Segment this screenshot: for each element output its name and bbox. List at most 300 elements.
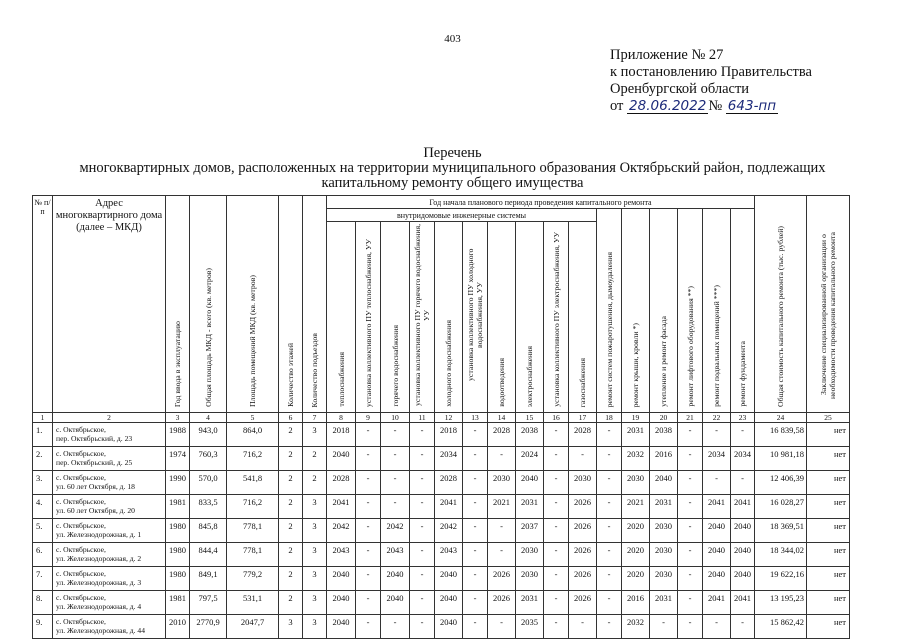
column-numbers-row: [33, 413, 850, 423]
header-cold-water: холодного водоснабжения: [435, 222, 463, 413]
header-electricity-pu: установка коллективного ПУ электроснабжения, УУ: [544, 222, 569, 413]
table-row: [33, 567, 850, 591]
cell-c11: -: [410, 615, 435, 639]
header-year-built: Год ввода в эксплуатацию: [166, 196, 190, 413]
cell-total: 833,5: [190, 495, 227, 519]
cell-c12: 2040: [435, 567, 463, 591]
cell-c18: -: [597, 423, 622, 447]
cell-c21: -: [678, 519, 703, 543]
table-row: [33, 591, 850, 615]
cell-c16: -: [544, 591, 569, 615]
cell-cost: 18 369,51: [755, 519, 807, 543]
header-premises-area: Площадь помещений МКД (кв. метров): [227, 196, 279, 413]
cell-c22: -: [703, 615, 731, 639]
cell-floors: 2: [279, 495, 303, 519]
cell-c15: 2031: [516, 591, 544, 615]
column-number: 3: [166, 413, 190, 423]
cell-c10: 2042: [381, 519, 410, 543]
header-hot-water-pu: установка коллективного ПУ горячего водоснабжения, УУ: [410, 222, 435, 413]
cell-c18: -: [597, 447, 622, 471]
cell-c19: 2021: [622, 495, 650, 519]
cell-c8: 2028: [327, 471, 356, 495]
cell-c21: -: [678, 495, 703, 519]
header-electricity: электроснабжения: [516, 222, 544, 413]
cell-c12: 2028: [435, 471, 463, 495]
cell-c14: 2028: [488, 423, 516, 447]
cell-total: 570,0: [190, 471, 227, 495]
cell-c21: -: [678, 423, 703, 447]
cell-c22: -: [703, 471, 731, 495]
cell-c10: -: [381, 471, 410, 495]
cell-c18: -: [597, 519, 622, 543]
cell-c8: 2040: [327, 447, 356, 471]
cell-c9: -: [356, 567, 381, 591]
cell-c22: -: [703, 423, 731, 447]
cell-c13: -: [463, 495, 488, 519]
cell-c13: -: [463, 423, 488, 447]
row-number: 1.: [33, 423, 53, 447]
title-line-3: капитальному ремонту общего имущества: [321, 175, 584, 191]
cell-c19: 2016: [622, 591, 650, 615]
cell-c9: -: [356, 423, 381, 447]
table-row: [33, 495, 850, 519]
cell-c23: -: [731, 423, 755, 447]
cell-c15: 2040: [516, 471, 544, 495]
cell-c12: 2034: [435, 447, 463, 471]
address-line: с. Октябрьское,: [56, 593, 106, 602]
cell-c8: 2040: [327, 591, 356, 615]
cell-prem: 778,1: [227, 519, 279, 543]
cell-c23: -: [731, 471, 755, 495]
cell-c10: -: [381, 447, 410, 471]
cell-c13: -: [463, 471, 488, 495]
row-address: [53, 615, 166, 639]
cell-c13: -: [463, 615, 488, 639]
cell-c20: 2038: [650, 423, 678, 447]
column-number: 24: [755, 413, 807, 423]
cell-total: 844,4: [190, 543, 227, 567]
cell-c22: 2041: [703, 591, 731, 615]
address-line: ул. Железнодорожная, д. 44: [56, 626, 146, 635]
cell-concl: нет: [807, 423, 850, 447]
cell-ent: 3: [303, 591, 327, 615]
appendix-number: 643-пп: [727, 98, 777, 114]
cell-year: 1974: [166, 447, 190, 471]
cell-c13: -: [463, 567, 488, 591]
address-line: с. Октябрьское,: [56, 569, 106, 578]
cell-c21: -: [678, 615, 703, 639]
cell-c16: -: [544, 615, 569, 639]
row-number: 8.: [33, 591, 53, 615]
header-total-area: Общая площадь МКД - всего (кв. метров): [190, 196, 227, 413]
cell-floors: 2: [279, 567, 303, 591]
cell-c16: -: [544, 495, 569, 519]
header-group-engineering: внутридомовые инженерные системы: [327, 209, 597, 222]
cell-c19: 2031: [622, 423, 650, 447]
cell-cost: 16 839,58: [755, 423, 807, 447]
cell-c17: 2030: [569, 471, 597, 495]
row-address: [53, 447, 166, 471]
cell-c16: -: [544, 471, 569, 495]
appendix-line-1: Приложение № 27: [610, 47, 724, 63]
address-line: с. Октябрьское,: [56, 425, 106, 434]
cell-c10: 2040: [381, 567, 410, 591]
appendix-no-sign: №: [708, 98, 723, 114]
cell-c8: 2040: [327, 615, 356, 639]
cell-c10: -: [381, 423, 410, 447]
cell-c23: -: [731, 615, 755, 639]
cell-c22: 2040: [703, 519, 731, 543]
cell-c10: -: [381, 615, 410, 639]
table-row: [33, 543, 850, 567]
cell-ent: 2: [303, 447, 327, 471]
column-number: 17: [569, 413, 597, 423]
table-row: [33, 423, 850, 447]
header-no: № п/п: [33, 196, 53, 413]
row-number: 9.: [33, 615, 53, 639]
row-address: [53, 567, 166, 591]
row-number: 2.: [33, 447, 53, 471]
column-number: 8: [327, 413, 356, 423]
cell-c20: 2031: [650, 591, 678, 615]
address-line: с. Октябрьское,: [56, 545, 106, 554]
cell-c16: -: [544, 423, 569, 447]
cell-c10: 2040: [381, 591, 410, 615]
header-drainage: водоотведения: [488, 222, 516, 413]
cell-c23: 2041: [731, 495, 755, 519]
cell-c17: 2026: [569, 567, 597, 591]
cell-year: 1980: [166, 519, 190, 543]
column-number: 10: [381, 413, 410, 423]
cell-cost: 16 028,27: [755, 495, 807, 519]
cell-c12: 2042: [435, 519, 463, 543]
column-number: 4: [190, 413, 227, 423]
cell-prem: 2047,7: [227, 615, 279, 639]
cell-c20: 2030: [650, 567, 678, 591]
header-conclusion: Заключение специализированной организации о необходимости проведения капитального ремонта: [807, 196, 850, 413]
cell-c15: 2037: [516, 519, 544, 543]
cell-c20: 2030: [650, 543, 678, 567]
header-total-cost: Общая стоимость капитального ремонта (тыс. рублей): [755, 196, 807, 413]
header-foundation: ремонт фундамента: [731, 209, 755, 413]
address-line: с. Октябрьское,: [56, 617, 106, 626]
column-number: 16: [544, 413, 569, 423]
cell-c15: 2030: [516, 543, 544, 567]
address-line: с. Октябрьское,: [56, 497, 106, 506]
cell-c15: 2038: [516, 423, 544, 447]
cell-c21: -: [678, 567, 703, 591]
cell-prem: 531,1: [227, 591, 279, 615]
header-address: Адрес многоквартирного дома (далее – МКД): [53, 196, 166, 413]
table-row: [33, 519, 850, 543]
column-number: 14: [488, 413, 516, 423]
cell-c11: -: [410, 591, 435, 615]
row-address: [53, 543, 166, 567]
cell-c11: -: [410, 471, 435, 495]
column-number: 2: [53, 413, 166, 423]
cell-c17: 2026: [569, 519, 597, 543]
cell-c14: -: [488, 543, 516, 567]
cell-c10: 2043: [381, 543, 410, 567]
cell-floors: 2: [279, 543, 303, 567]
address-line: с. Октябрьское,: [56, 521, 106, 530]
header-entrances: Количество подъездов: [303, 196, 327, 413]
header-hot-water: горячего водоснабжения: [381, 222, 410, 413]
address-line: ул. Железнодорожная, д. 3: [56, 578, 142, 587]
title-line-1: Перечень: [423, 145, 482, 161]
cell-ent: 3: [303, 543, 327, 567]
cell-prem: 779,2: [227, 567, 279, 591]
cell-floors: 2: [279, 447, 303, 471]
column-number: 23: [731, 413, 755, 423]
cell-c12: 2018: [435, 423, 463, 447]
cell-c9: -: [356, 615, 381, 639]
header-cold-water-pu: установка коллективного ПУ холодного водоснабжения, УУ: [463, 222, 488, 413]
cell-c12: 2043: [435, 543, 463, 567]
header-elevator: ремонт лифтового оборудования **): [678, 209, 703, 413]
cell-prem: 716,2: [227, 495, 279, 519]
header-roof: ремонт крыши, кровли *): [622, 209, 650, 413]
column-number: 6: [279, 413, 303, 423]
cell-year: 1981: [166, 495, 190, 519]
cell-c11: -: [410, 567, 435, 591]
address-line: ул. 60 лет Октября, д. 18: [56, 482, 135, 491]
column-number: 20: [650, 413, 678, 423]
cell-floors: 2: [279, 423, 303, 447]
cell-c18: -: [597, 615, 622, 639]
cell-c19: 2020: [622, 543, 650, 567]
column-number: 9: [356, 413, 381, 423]
cell-c18: -: [597, 495, 622, 519]
table-body: [33, 423, 850, 639]
cell-c21: -: [678, 543, 703, 567]
cell-concl: нет: [807, 447, 850, 471]
cell-c17: 2026: [569, 543, 597, 567]
cell-c12: 2040: [435, 615, 463, 639]
column-number: 13: [463, 413, 488, 423]
row-address: [53, 519, 166, 543]
cell-year: 1990: [166, 471, 190, 495]
cell-floors: 2: [279, 591, 303, 615]
cell-concl: нет: [807, 471, 850, 495]
column-number: 25: [807, 413, 850, 423]
header-heating: теплоснабжения: [327, 222, 356, 413]
row-address: [53, 471, 166, 495]
row-number: 3.: [33, 471, 53, 495]
cell-c21: -: [678, 447, 703, 471]
cell-c8: 2041: [327, 495, 356, 519]
table-row: [33, 615, 850, 639]
cell-total: 2770,9: [190, 615, 227, 639]
cell-c23: 2034: [731, 447, 755, 471]
appendix-line-4: [610, 98, 812, 115]
cell-year: 1981: [166, 591, 190, 615]
cell-concl: нет: [807, 543, 850, 567]
cell-c13: -: [463, 519, 488, 543]
address-line: ул. 60 лет Октября, д. 20: [56, 506, 135, 515]
column-number: 21: [678, 413, 703, 423]
cell-c18: -: [597, 543, 622, 567]
appendix-line-2: к постановлению Правительства: [610, 64, 812, 80]
cell-ent: 3: [303, 519, 327, 543]
cell-c9: -: [356, 495, 381, 519]
cell-concl: нет: [807, 591, 850, 615]
cell-total: 943,0: [190, 423, 227, 447]
cell-total: 760,3: [190, 447, 227, 471]
cell-concl: нет: [807, 615, 850, 639]
cell-cost: 15 862,42: [755, 615, 807, 639]
cell-c17: 2026: [569, 591, 597, 615]
cell-ent: 3: [303, 423, 327, 447]
cell-c14: -: [488, 447, 516, 471]
row-address: [53, 591, 166, 615]
cell-c19: 2020: [622, 567, 650, 591]
cell-c14: 2030: [488, 471, 516, 495]
cell-c23: 2040: [731, 567, 755, 591]
cell-year: 1980: [166, 567, 190, 591]
cell-year: 2010: [166, 615, 190, 639]
cell-c8: 2042: [327, 519, 356, 543]
cell-ent: 2: [303, 471, 327, 495]
cell-c20: 2040: [650, 471, 678, 495]
cell-c17: -: [569, 615, 597, 639]
cell-c15: 2024: [516, 447, 544, 471]
row-address: [53, 495, 166, 519]
cell-c9: -: [356, 591, 381, 615]
cell-total: 845,8: [190, 519, 227, 543]
header-basement: ремонт подвальных помещений ***): [703, 209, 731, 413]
cell-ent: 3: [303, 615, 327, 639]
cell-floors: 2: [279, 471, 303, 495]
cell-total: 797,5: [190, 591, 227, 615]
cell-ent: 3: [303, 495, 327, 519]
address-line: с. Октябрьское,: [56, 449, 106, 458]
row-number: 7.: [33, 567, 53, 591]
cell-c19: 2030: [622, 471, 650, 495]
cell-ent: 3: [303, 567, 327, 591]
cell-cost: 12 406,39: [755, 471, 807, 495]
address-line: пер. Октябрьский, д. 23: [56, 434, 133, 443]
cell-c20: 2031: [650, 495, 678, 519]
cell-c14: 2026: [488, 591, 516, 615]
column-number: 12: [435, 413, 463, 423]
cell-c14: -: [488, 615, 516, 639]
cell-prem: 716,2: [227, 447, 279, 471]
column-number: 18: [597, 413, 622, 423]
cell-prem: 864,0: [227, 423, 279, 447]
cell-cost: 18 344,02: [755, 543, 807, 567]
cell-c8: 2018: [327, 423, 356, 447]
cell-concl: нет: [807, 519, 850, 543]
column-number: 7: [303, 413, 327, 423]
column-number: 11: [410, 413, 435, 423]
cell-c20: 2030: [650, 519, 678, 543]
cell-c13: -: [463, 591, 488, 615]
table-row: [33, 447, 850, 471]
header-floors: Количество этажей: [279, 196, 303, 413]
header-fire-systems: ремонт систем пожаротушения, дымоудаления: [597, 209, 622, 413]
row-number: 5.: [33, 519, 53, 543]
title-line-2: многоквартирных домов, расположенных на территории муниципального образования Октябрьский район, подлежащих: [79, 160, 826, 176]
cell-c15: 2030: [516, 567, 544, 591]
row-address: [53, 423, 166, 447]
address-line: ул. Железнодорожная, д. 4: [56, 602, 142, 611]
address-line: ул. Железнодорожная, д. 1: [56, 530, 142, 539]
cell-prem: 541,8: [227, 471, 279, 495]
cell-c19: 2032: [622, 447, 650, 471]
cell-c9: -: [356, 543, 381, 567]
cell-floors: 3: [279, 615, 303, 639]
houses-table: [32, 195, 850, 639]
header-gas: газоснабжения: [569, 222, 597, 413]
cell-c16: -: [544, 519, 569, 543]
page-number: 403: [444, 33, 461, 45]
cell-c14: 2026: [488, 567, 516, 591]
appendix-line-3: Оренбургской области: [610, 81, 750, 97]
cell-c9: -: [356, 519, 381, 543]
cell-c16: -: [544, 567, 569, 591]
column-number: 5: [227, 413, 279, 423]
cell-c13: -: [463, 447, 488, 471]
cell-c23: 2041: [731, 591, 755, 615]
cell-c14: -: [488, 519, 516, 543]
cell-c15: 2031: [516, 495, 544, 519]
cell-c22: 2040: [703, 567, 731, 591]
address-line: с. Октябрьское,: [56, 473, 106, 482]
cell-c15: 2035: [516, 615, 544, 639]
column-number: 1: [33, 413, 53, 423]
cell-c17: -: [569, 447, 597, 471]
cell-c10: -: [381, 495, 410, 519]
appendix-ot: от: [610, 98, 624, 114]
column-number: 15: [516, 413, 544, 423]
cell-c17: 2026: [569, 495, 597, 519]
cell-floors: 2: [279, 519, 303, 543]
cell-concl: нет: [807, 495, 850, 519]
appendix-date: 28.06.2022: [629, 98, 707, 114]
cell-c8: 2040: [327, 567, 356, 591]
column-number: 19: [622, 413, 650, 423]
cell-c23: 2040: [731, 543, 755, 567]
cell-c11: -: [410, 519, 435, 543]
cell-c18: -: [597, 567, 622, 591]
cell-c20: 2016: [650, 447, 678, 471]
cell-c22: 2034: [703, 447, 731, 471]
column-number: 22: [703, 413, 731, 423]
cell-c18: -: [597, 591, 622, 615]
cell-concl: нет: [807, 567, 850, 591]
address-line: ул. Железнодорожная, д. 2: [56, 554, 142, 563]
cell-cost: 10 981,18: [755, 447, 807, 471]
cell-c14: 2021: [488, 495, 516, 519]
cell-cost: 13 195,23: [755, 591, 807, 615]
cell-c11: -: [410, 423, 435, 447]
row-number: 6.: [33, 543, 53, 567]
header-facade: утепление и ремонт фасада: [650, 209, 678, 413]
cell-c16: -: [544, 447, 569, 471]
table-row: [33, 471, 850, 495]
cell-c12: 2041: [435, 495, 463, 519]
appendix-block: [610, 47, 812, 115]
cell-c22: 2040: [703, 543, 731, 567]
cell-c11: -: [410, 447, 435, 471]
header-group-year: Год начала планового периода проведения капитального ремонта: [327, 196, 755, 209]
cell-c19: 2032: [622, 615, 650, 639]
cell-c8: 2043: [327, 543, 356, 567]
cell-c20: -: [650, 615, 678, 639]
document-title: [40, 146, 865, 191]
cell-c21: -: [678, 591, 703, 615]
